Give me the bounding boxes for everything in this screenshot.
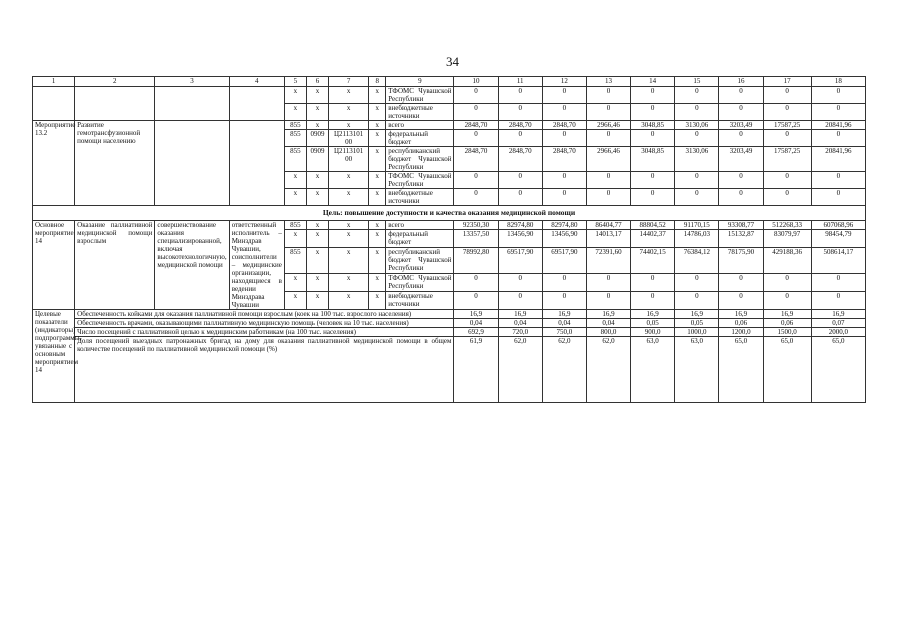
indicator-value-cell: 2000,0 [811,328,865,337]
value-cell: 0 [542,172,586,189]
value-cell: 0 [631,189,675,206]
grbs-code-cell: 855 [284,248,306,274]
section-code-cell: x [306,189,328,206]
value-cell: 82974,80 [498,221,542,230]
grbs-code-cell: x [284,274,306,292]
column-number-header: 2 [75,77,155,87]
value-cell: 17587,25 [763,121,811,130]
section-code-cell: x [306,292,328,310]
responsible-cell: ответственный исполнитель – Минздрав Чувашии, соисполнители – медицинские организации, находящиеся в ведении Минздрава Чувашии [229,221,284,310]
value-cell: 0 [675,172,719,189]
indicator-row [33,310,866,319]
value-cell: 0 [811,130,865,147]
expense-type-cell: x [369,147,386,172]
value-cell: 0 [631,130,675,147]
empty-cell [229,121,284,206]
value-cell: 0 [811,172,865,189]
value-cell: 0 [631,292,675,310]
value-cell: 0 [719,189,763,206]
indicator-value-cell: 0,05 [631,319,675,328]
value-cell: 3048,85 [631,121,675,130]
value-cell: 0 [498,274,542,292]
funding-source-cell: федеральный бюджет [386,130,454,147]
value-cell: 13456,90 [542,230,586,248]
indicator-value-cell: 16,9 [454,310,498,319]
funding-source-cell: ТФОМС Чувашской Республики [386,172,454,189]
value-cell: 92350,30 [454,221,498,230]
column-number-header: 8 [369,77,386,87]
target-article-cell: x [329,248,369,274]
budget-row [33,221,866,230]
target-article-cell: x [329,292,369,310]
value-cell: 0 [631,172,675,189]
column-number-header: 13 [586,77,630,87]
value-cell: 0 [719,274,763,292]
value-cell: 0 [542,274,586,292]
section-code-cell: x [306,121,328,130]
indicator-value-cell: 800,0 [586,328,630,337]
value-cell: 82974,80 [542,221,586,230]
indicator-value-cell: 16,9 [542,310,586,319]
value-cell: 83079,97 [763,230,811,248]
indicator-value-cell: 62,0 [542,337,586,403]
expense-type-cell: x [369,104,386,121]
indicator-row [33,328,866,337]
value-cell: 86404,77 [586,221,630,230]
indicator-value-cell: 0,06 [763,319,811,328]
measure-goal-cell: совершенствование оказания специализированной, включая высокотехнологичную, медицинской помощи [155,221,229,310]
column-number-header: 15 [675,77,719,87]
value-cell: 88804,52 [631,221,675,230]
indicator-value-cell: 16,9 [586,310,630,319]
value-cell: 2848,70 [454,147,498,172]
funding-source-cell: внебюджетные источники [386,189,454,206]
value-cell: 0 [542,87,586,104]
column-number-header: 1 [33,77,75,87]
expense-type-cell: x [369,221,386,230]
value-cell: 0 [675,104,719,121]
value-cell: 0 [763,292,811,310]
value-cell: 2966,46 [586,121,630,130]
indicator-row [33,319,866,328]
budget-row [33,87,866,104]
value-cell: 0 [498,104,542,121]
value-cell: 0 [811,87,865,104]
empty-cell [155,121,229,206]
indicator-value-cell: 16,9 [498,310,542,319]
indicator-value-cell: 0,04 [586,319,630,328]
funding-source-cell: ТФОМС Чувашской Республики [386,87,454,104]
value-cell: 0 [631,104,675,121]
value-cell: 78175,90 [719,248,763,274]
column-number-header: 12 [542,77,586,87]
column-number-header: 5 [284,77,306,87]
indicator-value-cell: 0,04 [454,319,498,328]
column-number-header: 10 [454,77,498,87]
value-cell: 0 [454,104,498,121]
grbs-code-cell: 855 [284,121,306,130]
indicator-value-cell: 63,0 [631,337,675,403]
value-cell: 0 [586,274,630,292]
value-cell: 0 [719,292,763,310]
indicator-value-cell: 16,9 [631,310,675,319]
value-cell: 0 [719,87,763,104]
grbs-code-cell: x [284,172,306,189]
column-number-header: 11 [498,77,542,87]
value-cell: 607068,96 [811,221,865,230]
indicator-value-cell: 65,0 [763,337,811,403]
value-cell: 0 [586,172,630,189]
indicator-value-cell: 1200,0 [719,328,763,337]
grbs-code-cell: 855 [284,130,306,147]
indicator-value-cell: 16,9 [811,310,865,319]
value-cell: 69517,90 [498,248,542,274]
value-cell: 13357,50 [454,230,498,248]
value-cell: 0 [763,130,811,147]
value-cell: 20841,96 [811,147,865,172]
value-cell: 0 [586,292,630,310]
section-code-cell: 0909 [306,130,328,147]
value-cell: 0 [763,274,811,292]
indicator-value-cell: 16,9 [763,310,811,319]
section-code-cell: 0909 [306,147,328,172]
value-cell: 0 [454,274,498,292]
indicator-value-cell: 65,0 [719,337,763,403]
funding-source-cell: внебюджетные источники [386,292,454,310]
indicator-value-cell: 0,04 [542,319,586,328]
indicator-value-cell: 65,0 [811,337,865,403]
empty-cell [33,87,75,121]
target-article-cell: x [329,189,369,206]
expense-type-cell: x [369,274,386,292]
expense-type-cell: x [369,248,386,274]
header-row [33,77,866,87]
value-cell: 93308,77 [719,221,763,230]
funding-source-cell: республиканский бюджет Чувашской Республики [386,248,454,274]
value-cell: 0 [763,87,811,104]
section-code-cell: x [306,274,328,292]
value-cell: 0 [719,172,763,189]
value-cell: 78992,80 [454,248,498,274]
value-cell: 0 [498,87,542,104]
value-cell: 76384,12 [675,248,719,274]
value-cell: 0 [454,172,498,189]
section-code-cell: x [306,221,328,230]
value-cell: 2966,46 [586,147,630,172]
indicator-row [33,337,866,403]
column-number-header: 16 [719,77,763,87]
value-cell: 0 [542,130,586,147]
target-article-cell: Ц2113101 00 [329,130,369,147]
page-number: 34 [446,54,459,69]
value-cell: 0 [586,104,630,121]
indicator-value-cell: 16,9 [719,310,763,319]
value-cell: 20841,96 [811,121,865,130]
indicator-value-cell: 0,04 [498,319,542,328]
indicator-value-cell: 900,0 [631,328,675,337]
measure-title-cell: Оказание паллиативной медицинской помощи взрослым [75,221,155,310]
empty-cell [155,87,229,121]
grbs-code-cell: x [284,230,306,248]
value-cell: 0 [675,189,719,206]
value-cell: 2848,70 [454,121,498,130]
value-cell: 3203,49 [719,121,763,130]
indicator-name-cell: Обеспеченность врачами, оказывающими паллиативную медицинскую помощь (человек на 10 тыс. населения) [75,319,454,328]
indicator-value-cell: 750,0 [542,328,586,337]
expense-type-cell: x [369,172,386,189]
value-cell: 0 [498,292,542,310]
section-code-cell: x [306,172,328,189]
column-number-header: 3 [155,77,229,87]
value-cell: 0 [763,104,811,121]
value-cell: 3048,85 [631,147,675,172]
section-code-cell: x [306,87,328,104]
value-cell: 2848,70 [542,121,586,130]
target-article-cell: Ц2113101 00 [329,147,369,172]
funding-source-cell: всего [386,121,454,130]
grbs-code-cell: x [284,104,306,121]
measure-title-cell: Развитие гемотрансфузионной помощи населению [75,121,155,206]
value-cell: 91170,15 [675,221,719,230]
expense-type-cell: x [369,87,386,104]
indicator-value-cell: 63,0 [675,337,719,403]
value-cell: 0 [719,130,763,147]
section-code-cell: x [306,230,328,248]
column-number-header: 7 [329,77,369,87]
indicator-value-cell: 692,9 [454,328,498,337]
value-cell: 14786,03 [675,230,719,248]
value-cell: 0 [811,292,865,310]
value-cell: 0 [586,130,630,147]
value-cell: 0 [631,87,675,104]
value-cell: 0 [763,172,811,189]
indicator-value-cell: 0,05 [675,319,719,328]
indicator-value-cell: 0,07 [811,319,865,328]
empty-cell [229,87,284,121]
value-cell: 0 [811,274,865,292]
indicator-value-cell: 61,9 [454,337,498,403]
value-cell: 0 [675,292,719,310]
indicator-value-cell: 1000,0 [675,328,719,337]
grbs-code-cell: x [284,189,306,206]
measure-name-cell: Мероприятие 13.2 [33,121,75,206]
target-article-cell: x [329,87,369,104]
indicator-value-cell: 62,0 [586,337,630,403]
expense-type-cell: x [369,230,386,248]
value-cell: 508614,17 [811,248,865,274]
value-cell: 2848,70 [498,147,542,172]
indicator-value-cell: 0,06 [719,319,763,328]
column-number-header: 14 [631,77,675,87]
grbs-code-cell: 855 [284,147,306,172]
value-cell: 72391,60 [586,248,630,274]
value-cell: 429188,36 [763,248,811,274]
value-cell: 14013,17 [586,230,630,248]
section-code-cell: x [306,104,328,121]
expense-type-cell: x [369,130,386,147]
goal-heading: Цель: повышение доступности и качества оказания медицинской помощи [33,206,866,221]
column-number-header: 9 [386,77,454,87]
indicator-value-cell: 720,0 [498,328,542,337]
value-cell: 15132,87 [719,230,763,248]
funding-source-cell: всего [386,221,454,230]
budget-row [33,121,866,130]
column-number-header: 4 [229,77,284,87]
expense-type-cell: x [369,189,386,206]
target-article-cell: x [329,121,369,130]
value-cell: 0 [542,292,586,310]
value-cell: 13456,90 [498,230,542,248]
value-cell: 17587,25 [763,147,811,172]
value-cell: 3130,06 [675,121,719,130]
empty-cell [75,87,155,121]
grbs-code-cell: x [284,292,306,310]
value-cell: 0 [454,130,498,147]
goal-row [33,206,866,221]
value-cell: 2848,70 [542,147,586,172]
value-cell: 0 [498,172,542,189]
section-code-cell: x [306,248,328,274]
value-cell: 0 [586,87,630,104]
value-cell: 0 [675,130,719,147]
indicators-label-cell: Целевые показатели (индикаторы) подпрограммы, увязанные с основным мероприятием 14 [33,310,75,403]
indicator-name-cell: Число посещений с паллиативной целью к медицинским работникам (на 100 тыс. населения) [75,328,454,337]
value-cell: 3203,49 [719,147,763,172]
budget-table [32,76,866,403]
value-cell: 0 [498,130,542,147]
indicator-value-cell: 16,9 [675,310,719,319]
indicator-name-cell: Обеспеченность койками для оказания паллиативной помощи взрослым (коек на 100 тыс. взрослого населения) [75,310,454,319]
value-cell: 0 [498,189,542,206]
grbs-code-cell: x [284,87,306,104]
target-article-cell: x [329,221,369,230]
value-cell: 0 [454,87,498,104]
indicator-value-cell: 62,0 [498,337,542,403]
value-cell: 14402,37 [631,230,675,248]
measure-name-cell: Основное мероприятие 14 [33,221,75,310]
value-cell: 512268,33 [763,221,811,230]
target-article-cell: x [329,230,369,248]
value-cell: 0 [454,292,498,310]
value-cell: 2848,70 [498,121,542,130]
grbs-code-cell: 855 [284,221,306,230]
value-cell: 0 [719,104,763,121]
column-number-header: 18 [811,77,865,87]
value-cell: 0 [811,104,865,121]
target-article-cell: x [329,104,369,121]
expense-type-cell: x [369,292,386,310]
column-number-header: 6 [306,77,328,87]
value-cell: 0 [811,189,865,206]
value-cell: 74402,15 [631,248,675,274]
value-cell: 0 [675,87,719,104]
value-cell: 0 [763,189,811,206]
expense-type-cell: x [369,121,386,130]
target-article-cell: x [329,274,369,292]
value-cell: 3130,06 [675,147,719,172]
indicator-value-cell: 1500,0 [763,328,811,337]
funding-source-cell: ТФОМС Чувашской Республики [386,274,454,292]
value-cell: 0 [454,189,498,206]
column-number-header: 17 [763,77,811,87]
value-cell: 0 [586,189,630,206]
funding-source-cell: внебюджетные источники [386,104,454,121]
target-article-cell: x [329,172,369,189]
value-cell: 69517,90 [542,248,586,274]
funding-source-cell: федеральный бюджет [386,230,454,248]
value-cell: 0 [631,274,675,292]
value-cell: 0 [542,189,586,206]
indicator-name-cell: Доля посещений выездных патронажных бригад на дому для оказания паллиативной медицинской помощи в общем количестве посещений по паллиативной медицинской помощи (%) [75,337,454,403]
value-cell: 0 [675,274,719,292]
funding-source-cell: республиканский бюджет Чувашской Республики [386,147,454,172]
value-cell: 98454,79 [811,230,865,248]
value-cell: 0 [542,104,586,121]
